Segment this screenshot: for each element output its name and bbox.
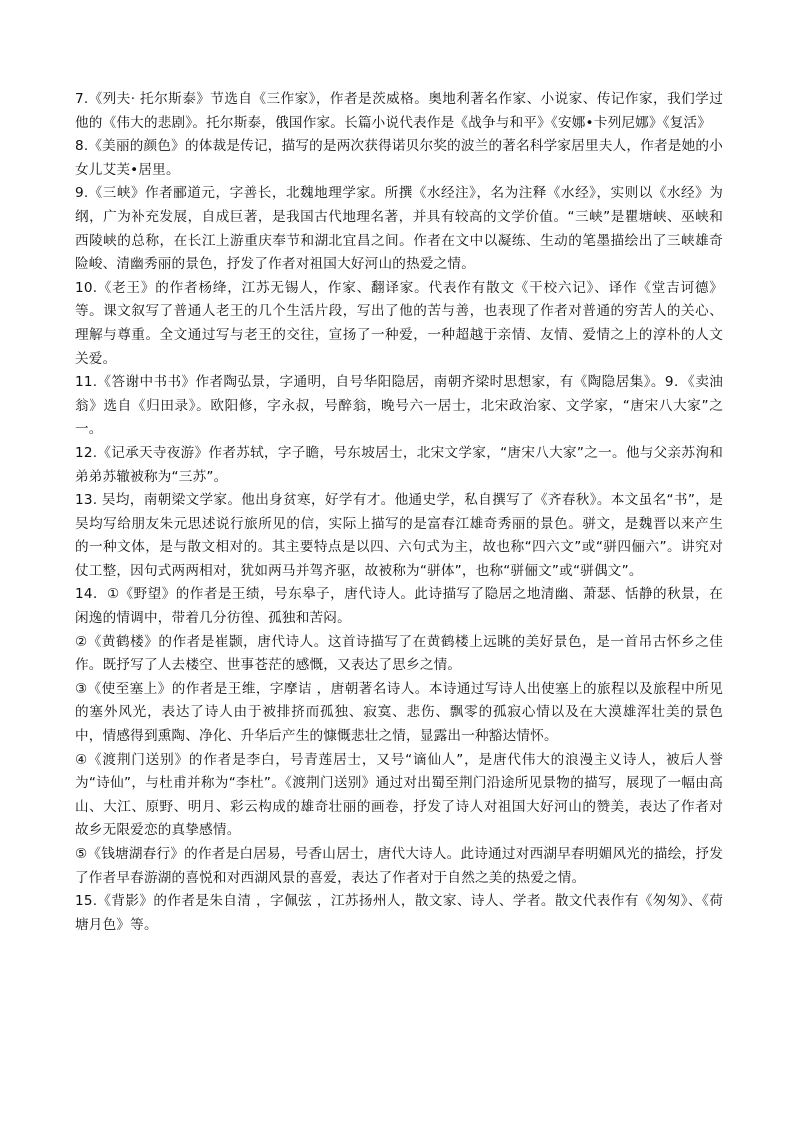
note-14-4-paragraph: ④《渡荆门送别》的作者是李白，号青莲居士，又号“谪仙人”，是唐代伟大的浪漫主义诗人，被后人誉为“诗仙”，与杜甫并称为“李杜”。《渡荆门送别》通过对出蜀至荆门沿途所见景物的描写，展现了一幅由高山、大江、原野、明月、彩云构成的雄奇壮丽的画卷，抒发了诗人对祖国大好河山的赞美，表达了作者对故乡无限爱恋的真挚感情。 xyxy=(75,751,723,839)
note-9-paragraph: 9.《三峡》作者郦道元，字善长，北魏地理学家。所撰《水经注》，名为注释《水经》，实则以《水经》为纲，广为补充发展，自成巨著，是我国古代地理名著，并具有较高的文学价值。“三峡”是瞿塘峡、巫峡和西陵峡的总称，在长江上游重庆奉节和湖北宜昌之间。作者在文中以凝练、生动的笔墨描绘出了三峡雄奇险峻、清幽秀丽的景色，抒发了作者对祖国大好河山的热爱之情。 xyxy=(75,185,723,273)
note-7-paragraph: 7.《列夫· 托尔斯泰》节选自《三作家》，作者是茨威格。奥地利著名作家、小说家、传记作家，我们学过他的《伟大的悲剧》。托尔斯泰，俄国作家。长篇小说代表作是《战争与和平》《安娜•卡列尼娜》《复活》 xyxy=(75,91,723,131)
note-11-paragraph: 11.《答谢中书书》作者陶弘景，字通明，自号华阳隐居，南朝齐梁时思想家，有《陶隐居集》。9．《卖油翁》选自《归田录》。欧阳修，字永叔，号醉翁，晚号六一居士，北宋政治家、文学家，“唐宋八大家”之一。 xyxy=(75,374,723,438)
note-14-5-paragraph: ⑤《钱塘湖春行》的作者是白居易，号香山居士，唐代大诗人。此诗通过对西湖早春明媚风光的描绘，抒发了作者早春游湖的喜悦和对西湖风景的喜爱，表达了作者对于自然之美的热爱之情。 xyxy=(75,846,723,886)
note-10-paragraph: 10.《老王》的作者杨绛，江苏无锡人，作家、翻译家。代表作有散文《干校六记》、译作《堂吉诃德》等。课文叙写了普通人老王的几个生活片段，写出了他的苦与善，也表现了作者对普通的穷苦人的关心、理解与尊重。全文通过写与老王的交往，宣扬了一种爱，一种超越于亲情、友情、爱情之上的淳朴的人文关爱。 xyxy=(75,279,723,367)
note-8-paragraph: 8.《美丽的颜色》的体裁是传记，描写的是两次获得诺贝尔奖的波兰的著名科学家居里夫人，作者是她的小女儿艾芙•居里。 xyxy=(75,138,723,178)
note-15-paragraph: 15.《背影》的作者是朱自清 ，字佩弦 ，江苏扬州人，散文家、诗人、学者。散文代表作有《匆匆》、《荷塘月色》等。 xyxy=(75,893,723,933)
note-14-3-paragraph: ③《使至塞上》的作者是王维，字摩诘 ，唐朝著名诗人。本诗通过写诗人出使塞上的旅程以及旅程中所见的塞外风光，表达了诗人由于被排挤而孤独、寂寞、悲伤、飘零的孤寂心情以及在大漠雄浑壮美的景色中，情感得到熏陶、净化、升华后产生的慷慨悲壮之情，显露出一种豁达情怀。 xyxy=(75,680,723,745)
note-13-paragraph: 13. 吴均，南朝梁文学家。他出身贫寒，好学有才。他通史学，私自撰写了《齐春秋》。本文虽名“书”，是吴均写给朋友朱元思述说行旅所见的信，实际上描写的是富春江雄奇秀丽的景色。骈文，是魏晋以来产生的一种文体，是与散文相对的。其主要特点是以四、六句式为主，故也称“四六文”或“骈四俪六”。讲究对仗工整，因句式两两相对，犹如两马并驾齐驱，故被称为“骈体”，也称“骈俪文”或“骈偶文”。 xyxy=(75,492,723,579)
note-12-paragraph: 12.《记承天寺夜游》作者苏轼，字子瞻，号东坡居士，北宋文学家，“唐宋八大家”之一。他与父亲苏洵和弟弟苏辙被称为“三苏”。 xyxy=(75,444,723,485)
note-14-1-paragraph: 14．①《野望》的作者是王绩，号东皋子，唐代诗人。此诗描写了隐居之地清幽、萧瑟、恬静的秋景，在闲逸的情调中，带着几分彷徨、孤独和苦闷。 xyxy=(75,586,723,627)
note-14-2-paragraph: ②《黄鹤楼》的作者是崔颢，唐代诗人。这首诗描写了在黄鹤楼上远眺的美好景色，是一首吊古怀乡之佳作。既抒写了人去楼空、世事苍茫的感慨，又表达了思乡之情。 xyxy=(75,633,723,674)
document-body xyxy=(75,88,723,937)
